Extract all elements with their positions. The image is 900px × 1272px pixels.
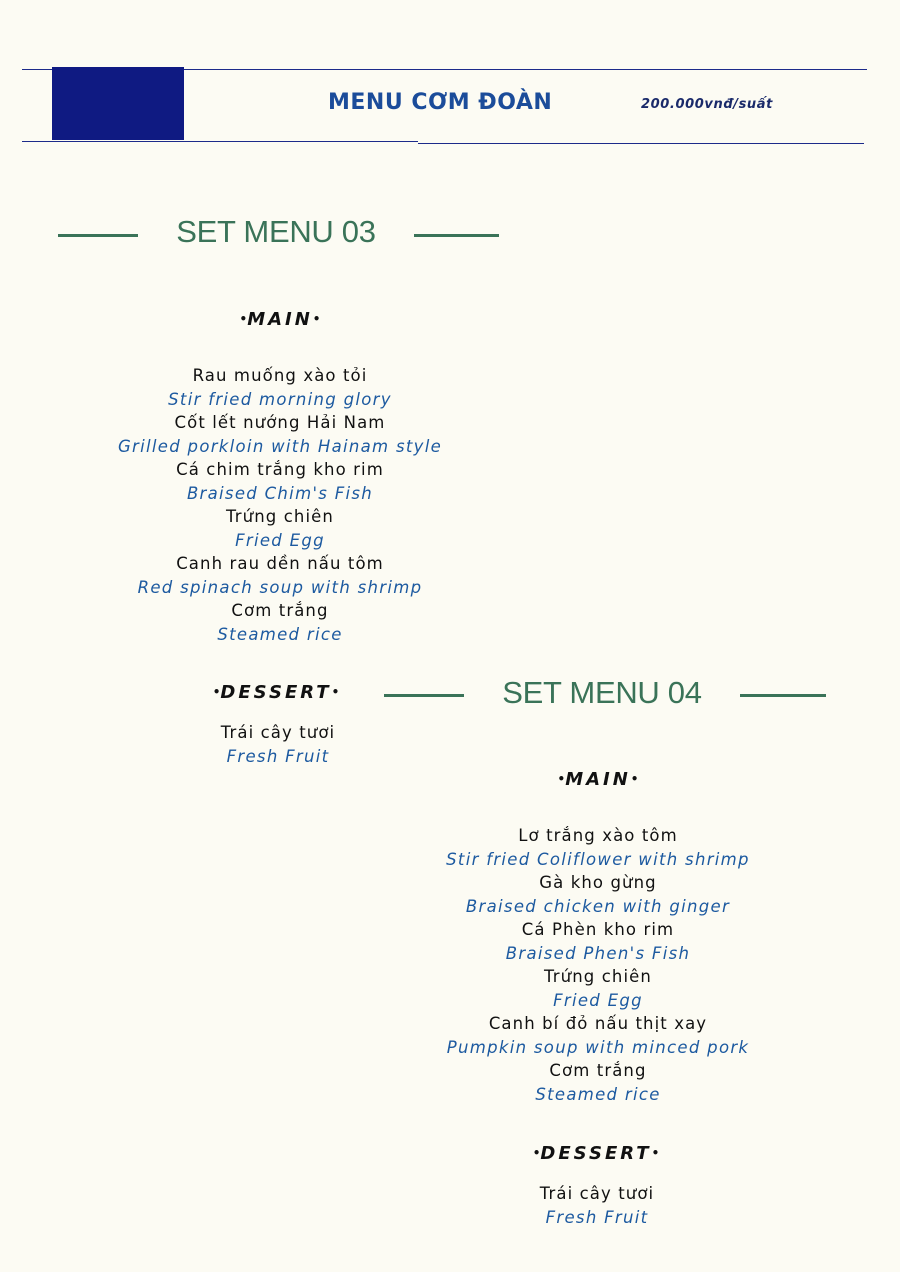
dish-translation: Grilled porkloin with Hainam style — [117, 436, 443, 456]
dish-name: Trái cây tươi — [220, 723, 336, 742]
dish-name: Trái cây tươi — [539, 1184, 655, 1203]
dish-translation: Fried Egg — [235, 530, 325, 550]
dish-name: Cá chim trắng kho rim — [176, 460, 384, 479]
header-bottom-rule-left — [22, 141, 418, 142]
set-03-main-label: •MAIN• — [239, 309, 321, 330]
dish-name: Canh bí đỏ nấu thịt xay — [488, 1014, 708, 1033]
dish-translation: Steamed rice — [217, 624, 343, 644]
set-04-dessert-label: •DESSERT• — [532, 1143, 660, 1164]
set-03-dessert-list — [78, 721, 478, 768]
set-04-dessert-list — [397, 1182, 797, 1229]
dish-translation: Fresh Fruit — [226, 746, 330, 766]
header-color-block — [52, 67, 184, 140]
page-title: MENU CƠM ĐOÀN — [328, 90, 553, 115]
set-03-dessert-label: •DESSERT• — [212, 682, 340, 703]
set-03-main-list — [80, 364, 480, 646]
header-bottom-rule-right — [418, 143, 864, 144]
set-03-rule-left — [58, 234, 138, 237]
dish-name: Trứng chiên — [544, 967, 652, 986]
dish-name: Canh rau dền nấu tôm — [176, 554, 384, 573]
dish-name: Cơm trắng — [549, 1061, 647, 1080]
set-03-rule-right — [414, 234, 499, 237]
set-04-rule-right — [740, 694, 826, 697]
dish-name: Trứng chiên — [226, 507, 334, 526]
dish-name: Lơ trắng xào tôm — [518, 826, 678, 845]
dish-name: Rau muống xào tỏi — [192, 366, 368, 385]
dish-translation: Braised Chim's Fish — [186, 483, 374, 503]
dish-translation: Pumpkin soup with minced pork — [446, 1037, 750, 1057]
set-04-main-label: •MAIN• — [557, 769, 639, 790]
dish-name: Cơm trắng — [231, 601, 329, 620]
dish-translation: Braised chicken with ginger — [465, 896, 731, 916]
set-04-main-list — [398, 824, 798, 1106]
dish-translation: Fried Egg — [553, 990, 643, 1010]
dish-translation: Red spinach soup with shrimp — [137, 577, 423, 597]
dish-name: Cá Phèn kho rim — [521, 920, 675, 939]
set-04-rule-left — [384, 694, 464, 697]
set-03-title: SET MENU 03 — [176, 214, 376, 249]
price-label: 200.000vnđ/suất — [641, 97, 773, 112]
dish-translation: Stir fried Coliflower with shrimp — [446, 849, 750, 869]
dish-translation: Steamed rice — [535, 1084, 661, 1104]
dish-name: Gà kho gừng — [539, 873, 657, 892]
dish-translation: Braised Phen's Fish — [505, 943, 691, 963]
dish-translation: Fresh Fruit — [545, 1207, 649, 1227]
dish-name: Cốt lết nướng Hải Nam — [174, 413, 386, 432]
set-04-title: SET MENU 04 — [502, 675, 702, 710]
dish-translation: Stir fried morning glory — [168, 389, 392, 409]
